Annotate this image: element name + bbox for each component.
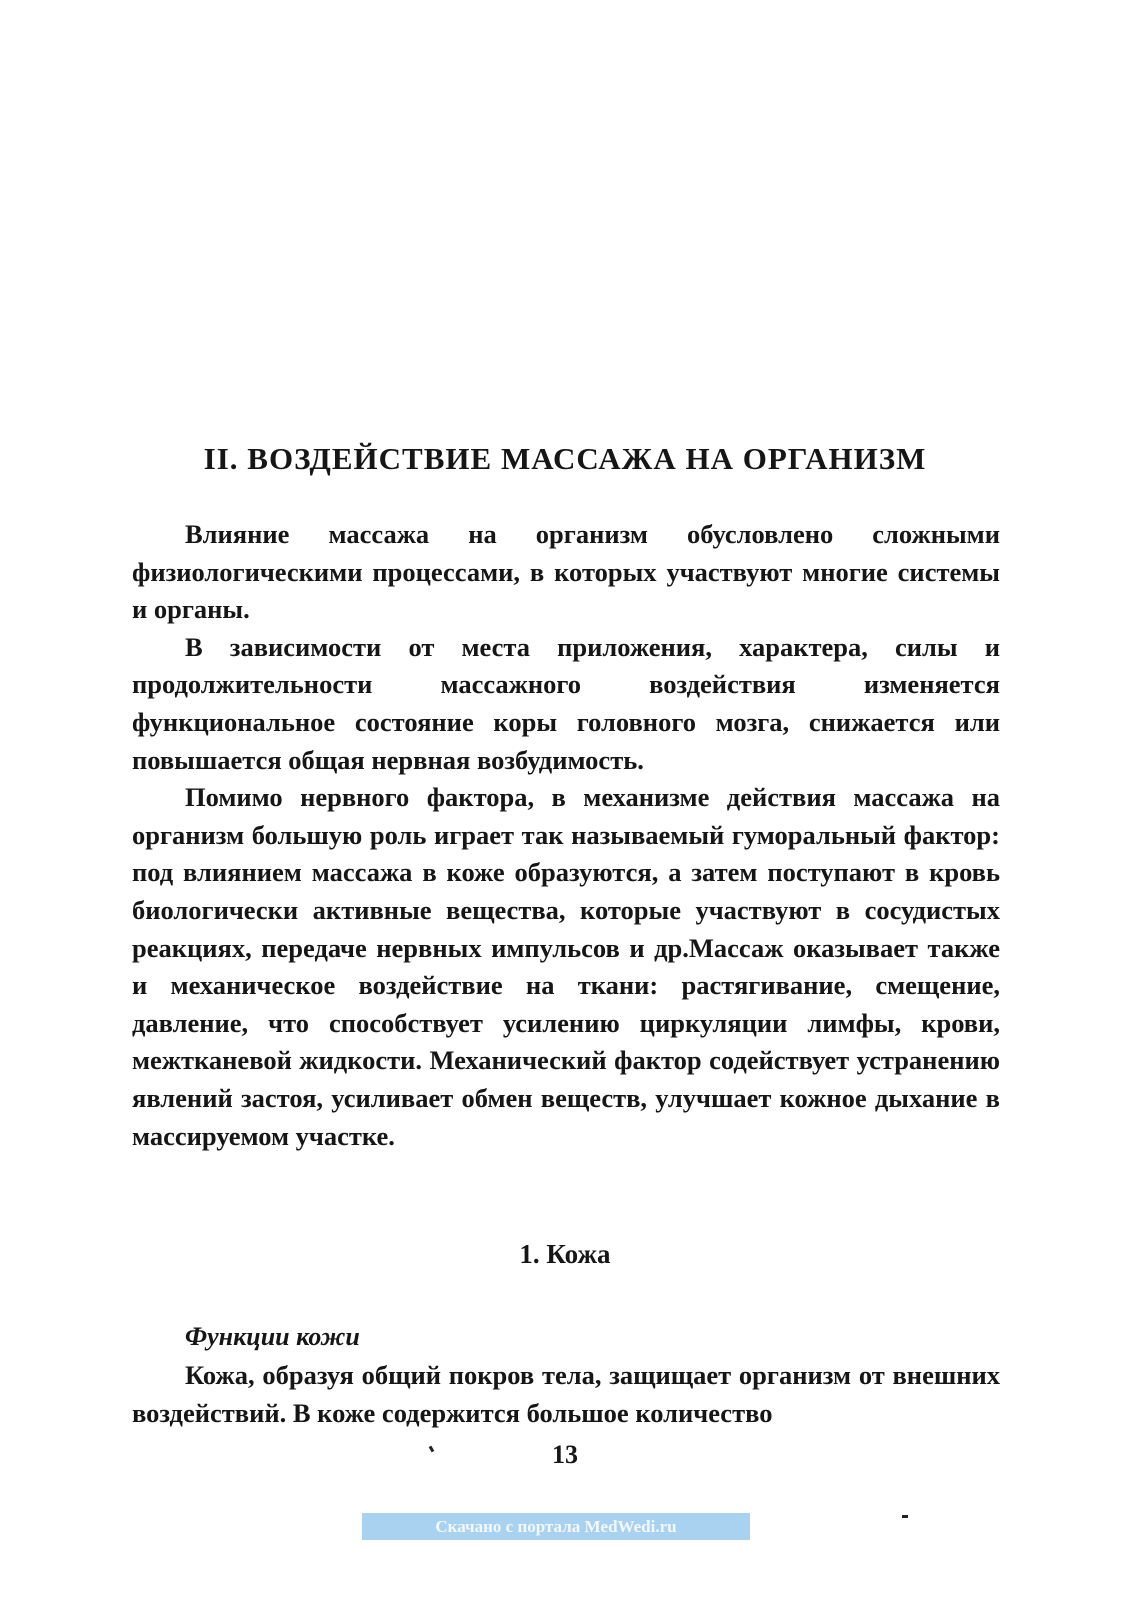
paragraph: Помимо нервного фактора, в механизме действия массажа на организм большую роль играет так называемый гуморальный фактор: под влиянием массажа в коже образуются, а затем поступают в кровь биологически активные вещества, которые участвуют в сосудистых реакциях, передаче нервных импульсов и др.Массаж оказывает также и механическое воздействие на ткани: растягивание, смещение, давление, что способствует усилению циркуляции лимфы, крови, межтканевой жидкости. Механический фактор содействует устранению явлений застоя, усиливает обмен веществ, улучшает кожное дыхание в массируемом участке. <box>132 782 1000 1151</box>
paragraph: Кожа, образуя общий покров тела, защищает организм от внешних воздействий. В коже содержится большое количество <box>132 1360 1000 1428</box>
page-number: 13 <box>552 1440 578 1469</box>
chapter-title: II. ВОЗДЕЙСТВИЕ МАССАЖА НА ОРГАНИЗМ <box>203 441 927 476</box>
scan-speck <box>902 1515 908 1518</box>
watermark-banner: Скачано с портала MedWedi.ru <box>362 1513 750 1540</box>
section-title: 1. Кожа <box>519 1239 611 1269</box>
intro-text <box>132 516 1000 1155</box>
scan-speck <box>429 1446 435 1453</box>
section-text <box>132 1357 1000 1432</box>
paragraph: В зависимости от места приложения, характера, силы и продолжительности массажного воздействия изменяется функциональное состояние коры головного мозга, снижается или повышается общая нервная возбудимость. <box>132 631 1000 775</box>
paragraph: Влияние массажа на организм обусловлено сложными физиологическими процессами, в которых участвуют многие системы и органы. <box>132 519 1000 625</box>
subheading: Функции кожи <box>185 1322 360 1351</box>
